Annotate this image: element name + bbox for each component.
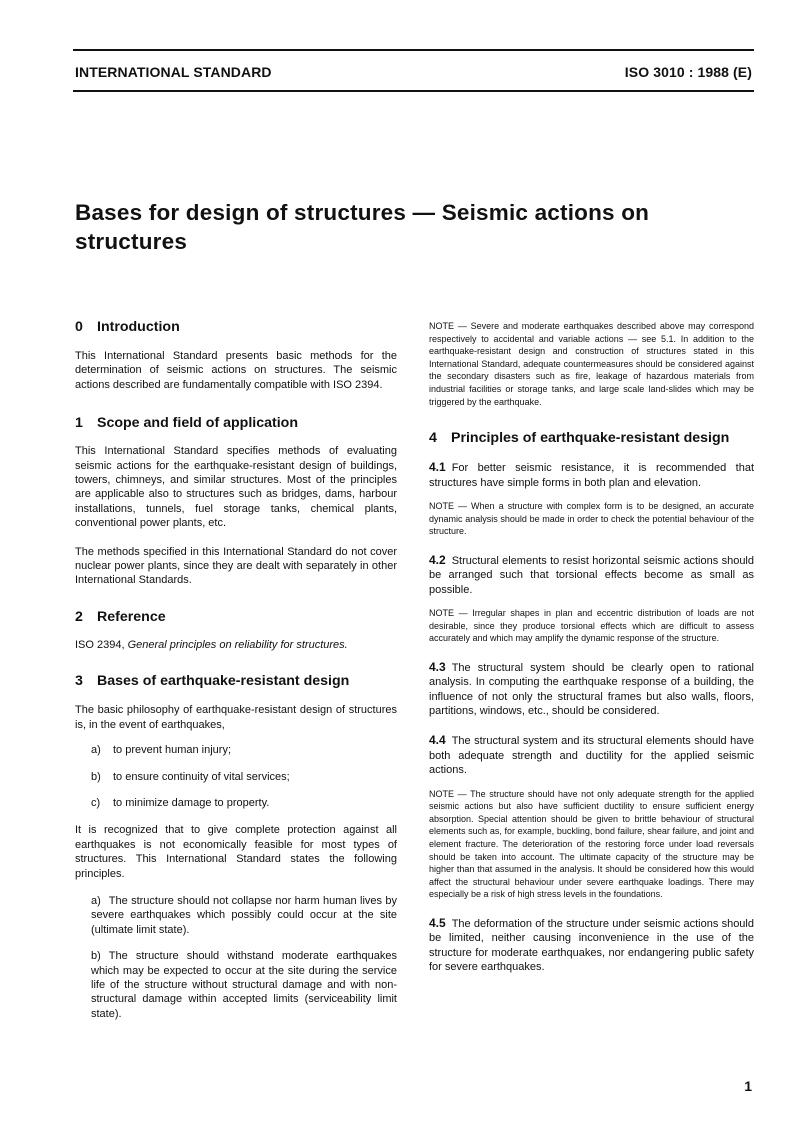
header-rule-top xyxy=(73,49,754,51)
page-number: 1 xyxy=(744,1078,752,1094)
list-item: b) to ensure continuity of vital services; xyxy=(91,770,290,783)
section-0-paragraph: This International Standard presents basic methods for the determination of seismic actions on structures. The seismic actions described are fundamentally compatible with ISO 2394. xyxy=(75,350,397,391)
section-0-heading: 0 Introduction xyxy=(75,319,180,335)
section-1-paragraph-1: This International Standard specifies methods of evaluating seismic actions for the earthquake-resistant design of buildings, towers, chimneys, and similar structures. Most of the principles are applicable also to structures such as bridges, dams, harbour installations, tunnels, fuel storage tanks, chemical plants, conventional power plants, etc. xyxy=(75,445,397,530)
standard-type-label: INTERNATIONAL STANDARD xyxy=(75,64,272,80)
principle-item: a) The structure should not collapse nor harm human lives by severe earthquakes which possibly could occur at the site (ultimate limit state). xyxy=(91,894,397,936)
list-item: a) to prevent human injury; xyxy=(91,744,232,757)
section-1-paragraph-2: The methods specified in this International Standard do not cover nuclear power plants, since they are dealt with separately in other International Standards. xyxy=(75,545,397,587)
left-column xyxy=(75,318,397,1021)
section-2-heading: 2 Reference xyxy=(75,608,166,625)
clause-4-5: 4.5 The deformation of the structure under seismic actions should be limited, neither causing inconvenience in the use of the structure for moderate earthquakes, nor endangering public safety for severe earthquakes. xyxy=(429,915,754,974)
clause-4-2: 4.2 Structural elements to resist horizontal seismic actions should be arranged such that torsional effects become as small as possible. xyxy=(429,552,754,596)
clause-4-1: 4.1 For better seismic resistance, it is recommended that structures have simple forms in both plan and elevation. xyxy=(429,460,754,489)
section-3-heading: 3 Bases of earthquake-resistant design xyxy=(75,673,350,690)
section-3-intro: The basic philosophy of earthquake-resistant design of structures is, in the event of earthquakes, xyxy=(75,704,397,731)
clause-4-4-note: NOTE — The structure should have not only adequate strength for the applied seismic actions but also have sufficient ductility to ensure sufficient energy absorption. Special attention should be given to brittle behaviour of structural elements such as, for example, buckling, bond failure, shear failure, and joint and element fracture. The deterioration of the restoring force under load reversals should be taken into account. The ultimate capacity of the structure may be higher than that assumed in the analysis. It should be considered how this would affect the structural behaviour under severe earthquake loadings. There may especially be a risk of high stress levels in the foundations. xyxy=(429,788,754,900)
list-item: c) to minimize damage to property. xyxy=(91,796,270,809)
section-4-heading: 4 Principles of earthquake-resistant design xyxy=(429,430,730,447)
standard-number: ISO 3010 : 1988 (E) xyxy=(624,64,752,80)
section-1-heading: 1 Scope and field of application xyxy=(75,415,299,432)
document-title: Bases for design of structures — Seismic actions on structures xyxy=(75,200,650,254)
principle-item: b) The structure should withstand moderate earthquakes which may be expected to occur at the site during the service life of the structure without structural damage and with non-structural damage within accepted limits (serviceability limit state). xyxy=(91,950,397,1020)
header-rule-bottom xyxy=(73,90,754,92)
section-3-note: NOTE — Severe and moderate earthquakes described above may correspond respectively to accidental and variable actions — see 5.1. In addition to the earthquake-resistant design and construction of structures stated in this International Standard, adequate countermeasures should be considered against the secondary disasters such as fire, leakage of hazardous materials from industrial facilities or storage tanks, and large scale land-slides which may be triggered by the earthquake. xyxy=(429,321,754,407)
right-column xyxy=(429,320,754,975)
section-2-reference: ISO 2394, General principles on reliability for structures. xyxy=(75,638,348,651)
section-3-paragraph: It is recognized that to give complete protection against all earthquakes is not economically feasible for most types of structures. This International Standard states the following principles. xyxy=(75,824,397,880)
clause-4-3: 4.3 The structural system should be clearly open to rational analysis. In computing the earthquake response of a building, the influence of not only the structural frames but also walls, floors, partitions, windows, etc., should be considered. xyxy=(429,659,754,717)
clause-4-1-note: NOTE — When a structure with complex form is to be designed, an accurate dynamic analysis should be made in order to check the potential behaviour of the structure. xyxy=(429,500,754,537)
clause-4-2-note: NOTE — Irregular shapes in plan and eccentric distribution of loads are not desirable, since they produce torsional effects which are difficult to assess accurately and which may amplify the dynamic response of the structure. xyxy=(429,607,754,644)
clause-4-4: 4.4 The structural system and its structural elements should have both adequate strength and ductility for the applied seismic actions. xyxy=(429,733,754,777)
